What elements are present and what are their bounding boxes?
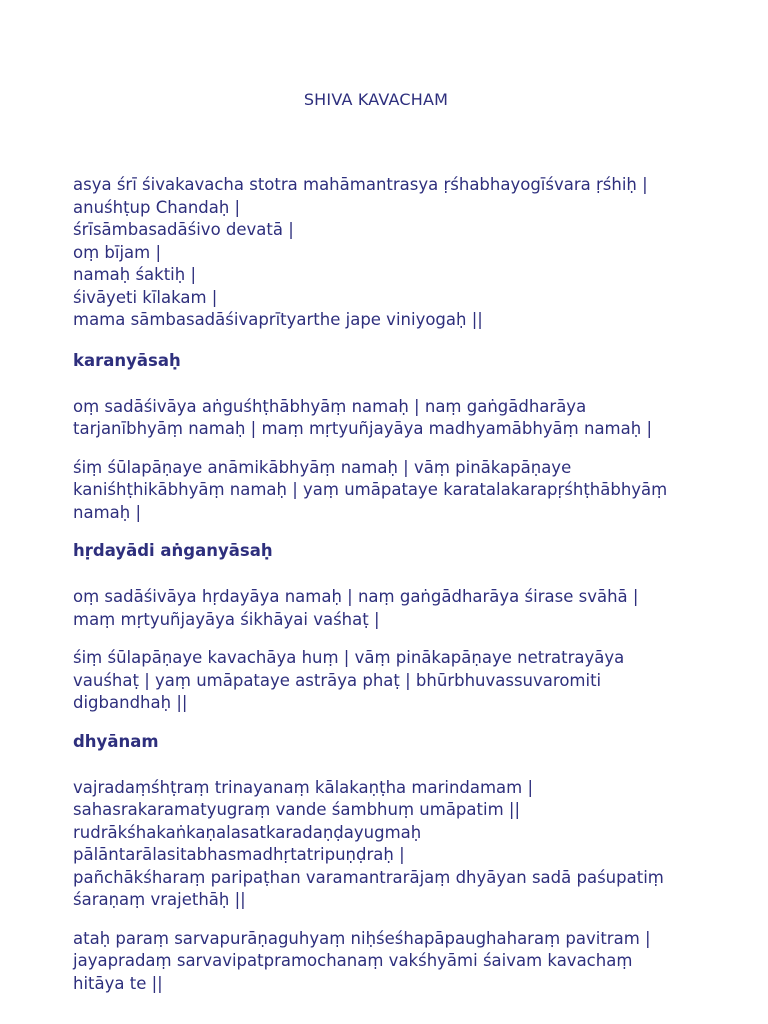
text-line: ataḥ paraṃ sarvapurāṇaguhyaṃ niḥśeśhapāpaughaharaṃ pavitram | <box>73 928 651 948</box>
section-heading-karanyasah: karanyāsaḥ <box>73 350 181 370</box>
text-line: vajradaṃśhṭraṃ trinayanaṃ kālakaṇṭha marindamam | <box>73 777 534 797</box>
text-line: kaniśhṭhikābhyāṃ namaḥ | yaṃ umāpataye karatalakarapṛśhṭhābhyāṃ <box>73 480 668 499</box>
paragraph <box>73 928 743 996</box>
text-line: mama sāmbasadāśivaprītyarthe jape viniyogaḥ || <box>73 310 483 329</box>
document-title: SHIVA KAVACHAM <box>303 90 449 109</box>
text-line: śivāyeti kīlakam | <box>73 287 218 307</box>
paragraph <box>73 586 743 631</box>
text-line: oṃ bījam | <box>73 242 162 262</box>
text-line: hitāya te || <box>73 973 163 993</box>
document-body <box>73 174 743 1011</box>
text-line: digbandhaḥ || <box>73 693 188 712</box>
text-line: rudrākśhakaṅkaṇalasatkaradaṇḍayugmaḥ <box>73 822 422 842</box>
section-heading-hrdayadi: hṛdayādi aṅganyāsaḥ <box>73 541 273 560</box>
text-line: asya śrī śivakavacha stotra mahāmantrasya ṛśhabhayogīśvara ṛśhiḥ | <box>73 175 648 194</box>
text-line: sahasrakaramatyugraṃ vande śambhuṃ umāpatim || <box>73 800 521 819</box>
text-line: maṃ mṛtyuñjayāya śikhāyai vaśhaṭ | <box>73 609 380 629</box>
text-line: namaḥ śaktiḥ | <box>73 265 197 284</box>
text-line: jayapradaṃ sarvavipatpramochanaṃ vakśhyāmi śaivam kavachaṃ <box>73 951 633 970</box>
text-line: anuśhṭup Chandaḥ | <box>73 197 241 217</box>
text-line: tarjanībhyāṃ namaḥ | maṃ mṛtyuñjayāya madhyamābhyāṃ namaḥ | <box>73 419 652 438</box>
paragraph <box>73 396 743 441</box>
text-line: oṃ sadāśivāya aṅguśhṭhābhyāṃ namaḥ | naṃ gaṅgādharāya <box>73 396 587 416</box>
text-line: pālāntarālasitabhasmadhṛtatripuṇḍraḥ | <box>73 845 405 864</box>
section-heading-dhyanam: dhyānam <box>73 731 159 751</box>
intro-paragraph <box>73 174 743 332</box>
paragraph <box>73 777 743 912</box>
text-line: śiṃ śūlapāṇaye kavachāya huṃ | vāṃ pinākapāṇaye netratrayāya <box>73 648 625 667</box>
text-line: pañchākśharaṃ paripaṭhan varamantrarājaṃ dhyāyan sadā paśupatiṃ <box>73 867 664 887</box>
text-line: śaraṇaṃ vrajethāḥ || <box>73 890 246 909</box>
paragraph <box>73 647 743 715</box>
text-line: śiṃ śūlapāṇaye anāmikābhyāṃ namaḥ | vāṃ pinākapāṇaye <box>73 457 572 477</box>
paragraph <box>73 457 743 525</box>
text-line: oṃ sadāśivāya hṛdayāya namaḥ | naṃ gaṅgādharāya śirase svāhā | <box>73 587 639 606</box>
text-line: namaḥ | <box>73 502 142 522</box>
text-line: vauśhaṭ | yaṃ umāpataye astrāya phaṭ | bhūrbhuvassuvaromiti <box>73 670 602 690</box>
text-line: śrīsāmbasadāśivo devatā | <box>73 220 294 239</box>
